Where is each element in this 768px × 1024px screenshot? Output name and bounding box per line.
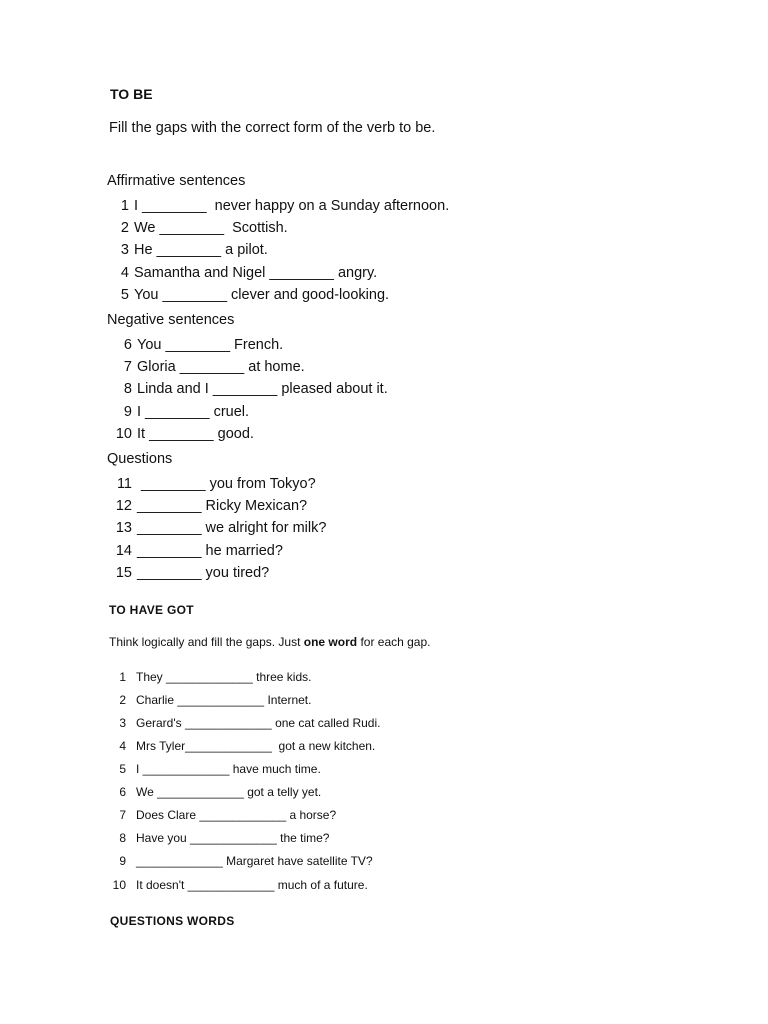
section-title-affirmative: Affirmative sentences	[107, 173, 246, 189]
exercise-item	[108, 337, 283, 353]
item-number: 4	[120, 265, 129, 281]
exercise-item	[108, 426, 254, 442]
item-number: 2	[119, 693, 126, 707]
item-number: 1	[119, 670, 126, 684]
exercise-item	[108, 476, 316, 492]
item-text: Samantha and Nigel ________ angry.	[134, 265, 378, 281]
item-number: 15	[115, 565, 132, 581]
exercise-item	[105, 265, 377, 281]
exercise-item	[110, 739, 375, 753]
item-text: _____________ Margaret have satellite TV?	[136, 854, 373, 868]
item-number: 8	[119, 831, 126, 845]
item-text: You ________ French.	[137, 337, 284, 353]
exercise-item	[108, 520, 326, 536]
item-number: 6	[123, 337, 132, 353]
exercise-item	[110, 693, 311, 707]
exercise-item	[110, 854, 373, 868]
item-text: ________ you from Tokyo?	[137, 476, 316, 492]
instruction-emphasis: one word	[303, 635, 358, 649]
instruction-text: Think logically and fill the gaps. Just	[109, 635, 304, 649]
item-text: ________ he married?	[137, 543, 283, 559]
item-number: 14	[115, 543, 132, 559]
instruction-to-have-got	[109, 635, 431, 649]
exercise-item	[108, 543, 283, 559]
item-number: 11	[116, 476, 132, 492]
item-text: They _____________ three kids.	[136, 670, 312, 684]
item-number: 8	[123, 381, 132, 397]
section-title-negative: Negative sentences	[107, 312, 235, 328]
item-text: We _____________ got a telly yet.	[136, 785, 322, 799]
item-number: 9	[123, 404, 132, 420]
heading-to-have-got: TO HAVE GOT	[109, 603, 194, 617]
item-text: Mrs Tyler_____________ got a new kitchen.	[136, 739, 376, 753]
item-text: It ________ good.	[137, 426, 254, 442]
item-text: Gloria ________ at home.	[137, 359, 305, 375]
item-text: Linda and I ________ pleased about it.	[137, 381, 388, 397]
item-number: 1	[120, 198, 129, 214]
instruction-text: for each gap.	[357, 635, 431, 649]
item-text: Gerard's _____________ one cat called Rudi.	[136, 716, 381, 730]
item-text: Have you _____________ the time?	[136, 831, 330, 845]
item-number: 13	[115, 520, 132, 536]
instruction-to-be: Fill the gaps with the correct form of the verb to be.	[109, 120, 436, 136]
exercise-item	[110, 808, 336, 822]
exercise-item	[108, 565, 269, 581]
exercise-item	[110, 762, 321, 776]
exercise-item	[105, 220, 288, 236]
item-number: 10	[112, 878, 126, 892]
exercise-item	[110, 785, 321, 799]
item-text: You ________ clever and good-looking.	[134, 287, 390, 303]
item-number: 5	[119, 762, 126, 776]
item-number: 3	[120, 242, 129, 258]
item-number: 7	[119, 808, 126, 822]
item-text: ________ we alright for milk?	[137, 520, 327, 536]
item-text: It doesn't _____________ much of a future.	[136, 878, 368, 892]
exercise-item	[110, 831, 329, 845]
item-number: 2	[120, 220, 129, 236]
exercise-item	[105, 287, 389, 303]
item-text: Does Clare _____________ a horse?	[136, 808, 337, 822]
exercise-item	[110, 670, 311, 684]
heading-question-words: QUESTIONS WORDS	[110, 914, 235, 928]
item-number: 12	[115, 498, 132, 514]
item-text: I ________ never happy on a Sunday afternoon.	[134, 198, 450, 214]
item-number: 4	[119, 739, 126, 753]
exercise-item	[110, 878, 368, 892]
item-text: He ________ a pilot.	[134, 242, 268, 258]
heading-to-be: TO BE	[110, 86, 153, 102]
exercise-item	[108, 404, 249, 420]
item-number: 10	[115, 426, 132, 442]
item-text: Charlie _____________ Internet.	[136, 693, 312, 707]
exercise-item	[108, 381, 388, 397]
exercise-item	[108, 359, 305, 375]
item-text: We ________ Scottish.	[134, 220, 288, 236]
item-number: 7	[123, 359, 132, 375]
item-text: ________ you tired?	[137, 565, 270, 581]
item-number: 9	[119, 854, 126, 868]
section-title-questions: Questions	[107, 451, 173, 467]
exercise-item	[108, 498, 307, 514]
exercise-item	[110, 716, 380, 730]
item-number: 6	[119, 785, 126, 799]
item-number: 5	[120, 287, 129, 303]
exercise-item	[105, 242, 268, 258]
exercise-item	[105, 198, 449, 214]
item-text: I ________ cruel.	[137, 404, 250, 420]
item-text: I _____________ have much time.	[136, 762, 321, 776]
item-number: 3	[119, 716, 126, 730]
item-text: ________ Ricky Mexican?	[137, 498, 308, 514]
